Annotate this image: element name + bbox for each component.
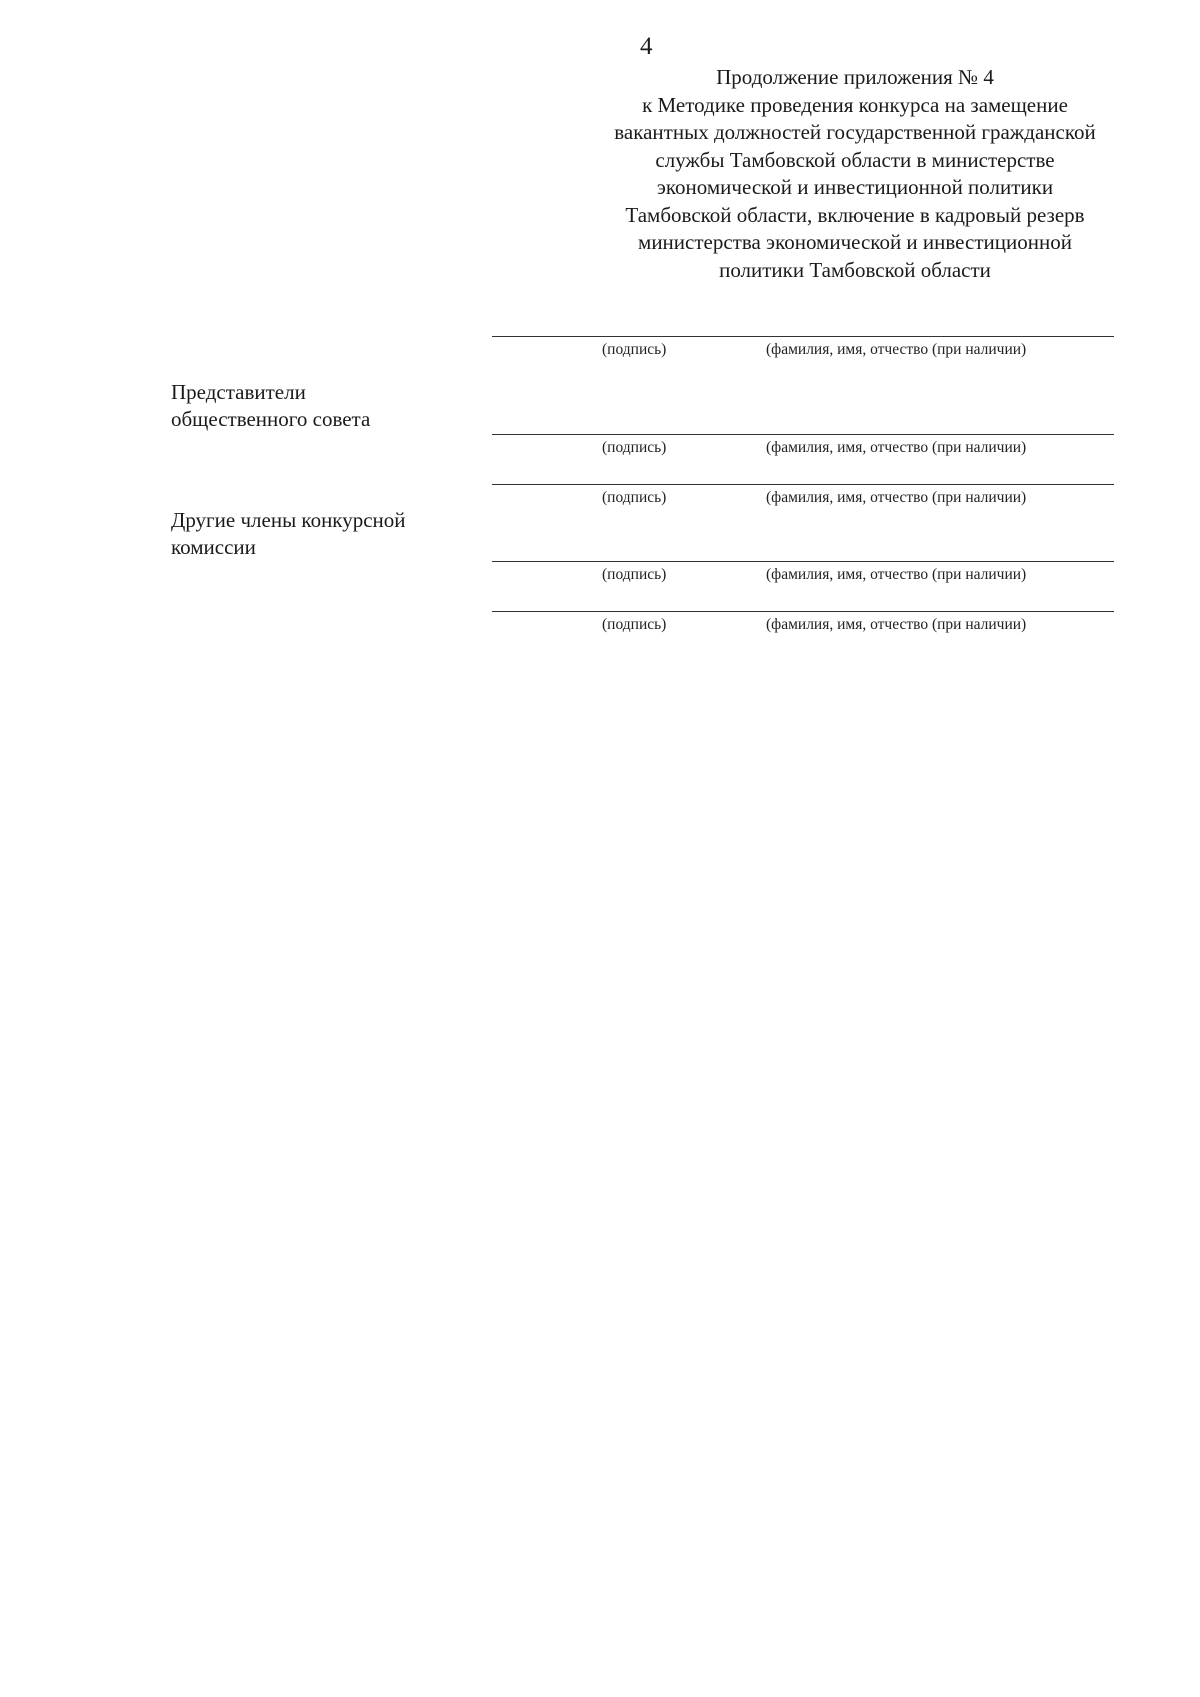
header-line: службы Тамбовской области в министерстве <box>655 147 1055 172</box>
header-line: вакантных должностей государственной гражданской <box>614 120 1096 144</box>
header-line: министерства экономической и инвестиционной <box>638 230 1072 254</box>
appendix-header <box>560 64 1150 284</box>
signature-caption: (подпись) <box>602 341 667 358</box>
signature-line <box>492 484 1114 485</box>
signature-caption: (подпись) <box>602 566 667 583</box>
name-caption: (фамилия, имя, отчество (при наличии) <box>766 489 1027 506</box>
name-caption: (фамилия, имя, отчество (при наличии) <box>766 566 1027 583</box>
page-number: 4 <box>640 33 653 60</box>
header-line: Тамбовской области, включение в кадровый резерв <box>625 202 1085 227</box>
public-council-label <box>171 379 471 433</box>
signature-line <box>492 434 1114 435</box>
group-label-line: Представители <box>171 380 306 404</box>
group-label-line: общественного совета <box>171 407 371 431</box>
group-label-line: Другие члены конкурсной <box>171 508 406 532</box>
name-caption: (фамилия, имя, отчество (при наличии) <box>766 616 1027 633</box>
signature-caption: (подпись) <box>602 489 667 506</box>
group-label-line: комиссии <box>171 535 256 559</box>
other-members-label <box>171 507 471 561</box>
signature-line <box>492 336 1114 337</box>
signature-caption: (подпись) <box>602 616 667 633</box>
name-caption: (фамилия, имя, отчество (при наличии) <box>766 341 1027 358</box>
signature-line <box>492 611 1114 612</box>
header-line: Продолжение приложения № 4 <box>716 65 994 89</box>
header-line: к Методике проведения конкурса на замещение <box>642 92 1068 117</box>
header-line: экономической и инвестиционной политики <box>656 175 1054 199</box>
signature-caption: (подпись) <box>602 439 667 456</box>
name-caption: (фамилия, имя, отчество (при наличии) <box>766 439 1027 456</box>
header-line: политики Тамбовской области <box>719 257 991 282</box>
signature-line <box>492 561 1114 562</box>
